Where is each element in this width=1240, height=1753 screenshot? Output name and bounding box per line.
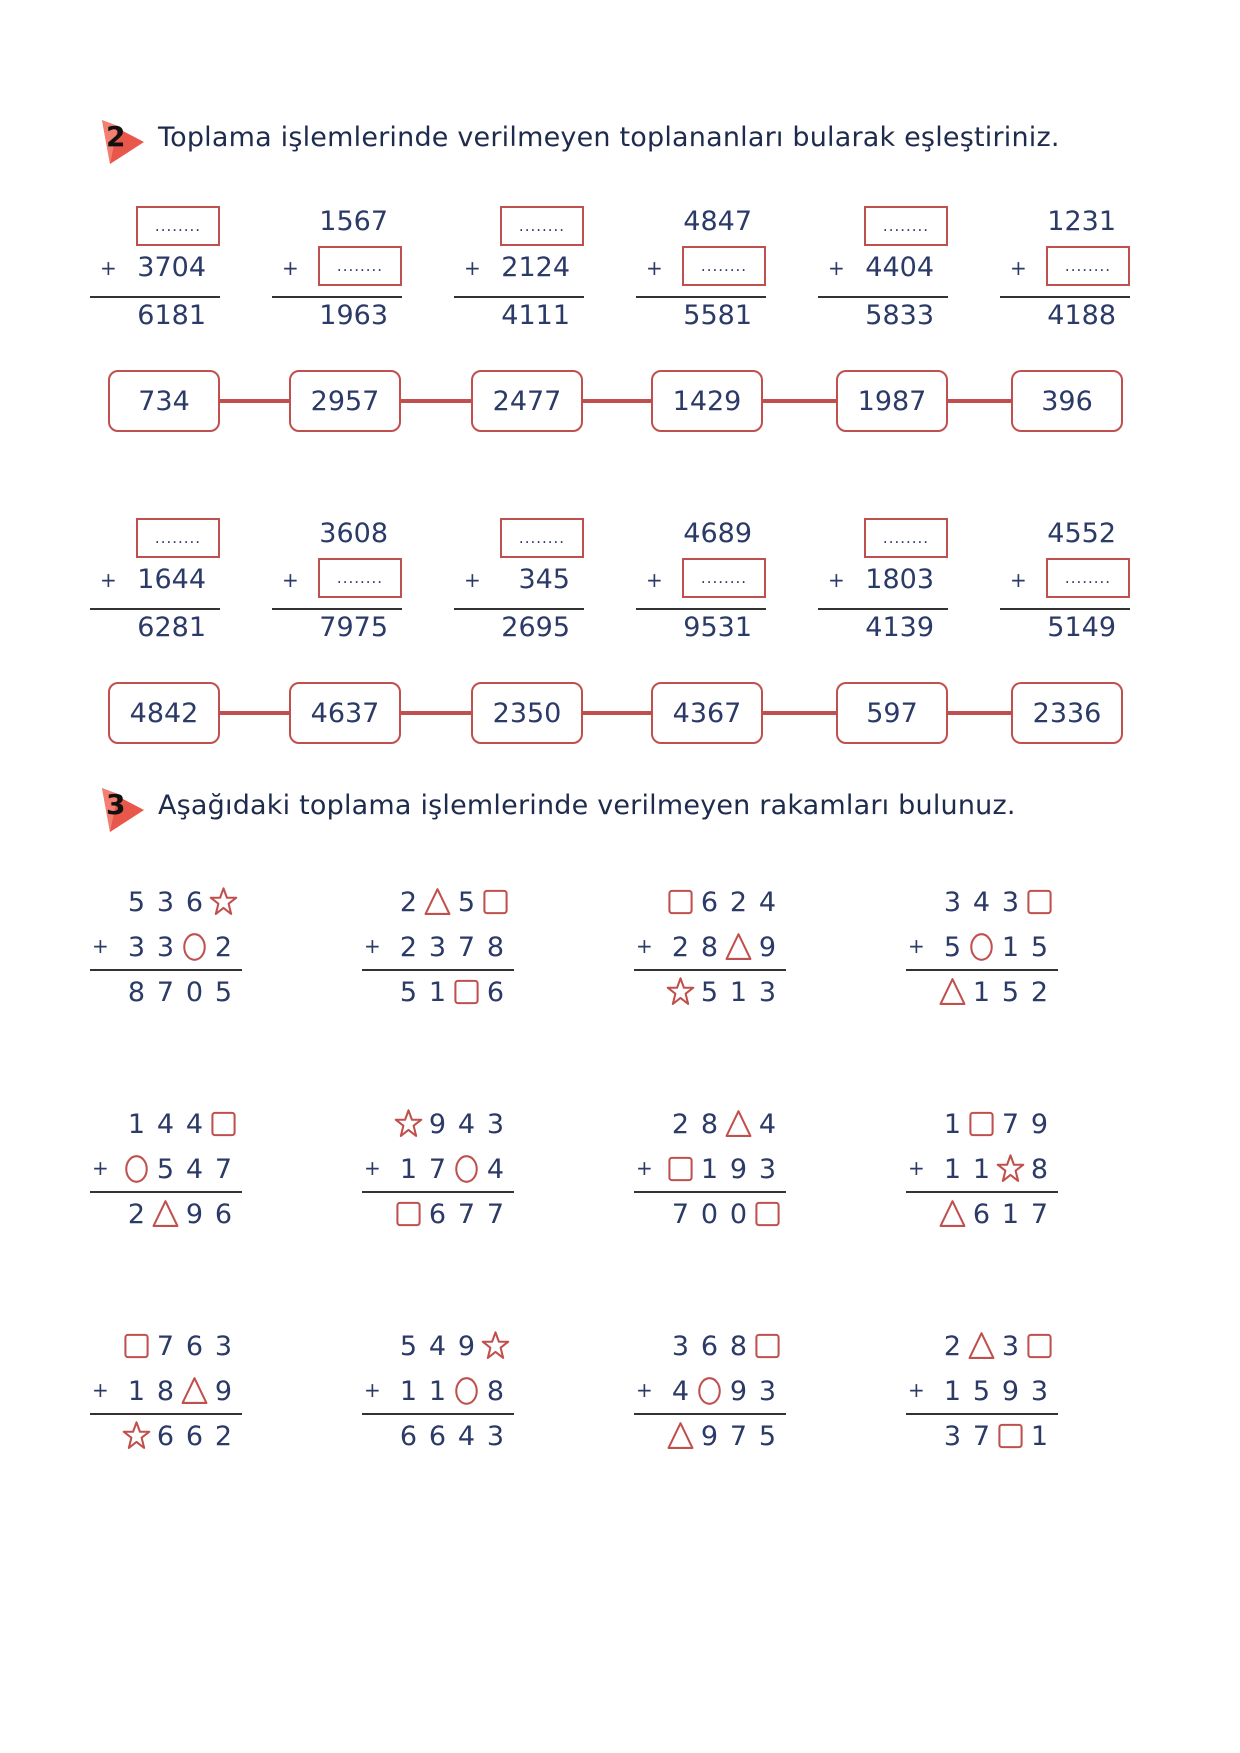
digit: 1 — [700, 1153, 719, 1185]
digit: 1 — [1001, 1198, 1020, 1230]
badge-number: 3 — [106, 788, 126, 821]
digit: 0 — [700, 1198, 719, 1230]
digit: 1 — [943, 1153, 962, 1185]
digit: 1 — [127, 1375, 146, 1407]
plus-sign: + — [1010, 568, 1027, 592]
digit: 7 — [671, 1198, 690, 1230]
plus-sign: + — [282, 256, 299, 280]
answer-option-box[interactable]: 597 — [836, 682, 948, 744]
digit: 4 — [671, 1375, 690, 1407]
addend-bottom: 2124 — [501, 252, 570, 283]
digit: 9 — [729, 1153, 748, 1185]
answer-blank-box[interactable]: ........ — [1046, 558, 1130, 598]
digit: 6 — [185, 1420, 204, 1452]
addition-problem — [272, 508, 402, 658]
answer-blank-box[interactable]: ........ — [864, 206, 948, 246]
circle-icon — [452, 1149, 481, 1189]
triangle-icon — [423, 882, 452, 922]
star-icon — [394, 1104, 423, 1144]
sum-line — [906, 969, 1058, 971]
addend-bottom: 3704 — [137, 252, 206, 283]
star-icon — [481, 1326, 510, 1366]
triangle-icon — [180, 1371, 209, 1411]
digit: 0 — [185, 976, 204, 1008]
sum-value: 5581 — [683, 300, 752, 331]
digit: 8 — [700, 1108, 719, 1140]
digit: 6 — [399, 1420, 418, 1452]
digit: 6 — [214, 1198, 233, 1230]
triangle-icon — [724, 1104, 753, 1144]
answer-blank-box[interactable]: ........ — [136, 518, 220, 558]
sum-line — [454, 296, 584, 298]
addend-bottom: 1644 — [137, 564, 206, 595]
sum-value: 6281 — [137, 612, 206, 643]
digit: 5 — [972, 1375, 991, 1407]
digit: 3 — [156, 886, 175, 918]
digit: 4 — [185, 1108, 204, 1140]
section-2-heading: Toplama işlemlerinde verilmeyen toplananları bularak eşleştiriniz. — [158, 122, 1060, 153]
sum-value: 4188 — [1047, 300, 1116, 331]
sum-line — [818, 296, 948, 298]
triangle-icon — [938, 972, 967, 1012]
digit: 1 — [127, 1108, 146, 1140]
digit: 2 — [399, 886, 418, 918]
answer-blank-box[interactable]: ........ — [500, 206, 584, 246]
plus-sign: + — [828, 568, 845, 592]
plus-sign: + — [464, 256, 481, 280]
digit: 6 — [700, 886, 719, 918]
digit: 3 — [428, 931, 447, 963]
digit: 1 — [399, 1153, 418, 1185]
digit: 8 — [156, 1375, 175, 1407]
plus-sign: + — [636, 934, 653, 958]
star-icon — [996, 1149, 1025, 1189]
circle-icon — [122, 1149, 151, 1189]
plus-sign: + — [646, 256, 663, 280]
answer-blank-box[interactable]: ........ — [318, 246, 402, 286]
badge-number: 2 — [106, 120, 126, 153]
digit: 9 — [185, 1198, 204, 1230]
sum-value: 1963 — [319, 300, 388, 331]
digit: 1 — [972, 1153, 991, 1185]
digit: 4 — [972, 886, 991, 918]
sum-line — [818, 608, 948, 610]
circle-icon — [967, 927, 996, 967]
addend-bottom: 4404 — [865, 252, 934, 283]
plus-sign: + — [100, 256, 117, 280]
digit: 5 — [127, 886, 146, 918]
star-icon — [209, 882, 238, 922]
star-icon — [122, 1416, 151, 1456]
square-icon — [666, 1149, 695, 1189]
sum-value: 2695 — [501, 612, 570, 643]
digit: 8 — [729, 1330, 748, 1362]
sum-line — [906, 1191, 1058, 1193]
answer-blank-box[interactable]: ........ — [864, 518, 948, 558]
digit: 3 — [758, 1153, 777, 1185]
digit: 6 — [428, 1420, 447, 1452]
digit: 2 — [399, 931, 418, 963]
sum-line — [1000, 296, 1130, 298]
sum-value: 5149 — [1047, 612, 1116, 643]
sum-line — [362, 969, 514, 971]
addition-problem — [1000, 508, 1130, 658]
sum-line — [362, 1191, 514, 1193]
digit: 6 — [185, 886, 204, 918]
sum-value: 4111 — [501, 300, 570, 331]
digit: 1 — [943, 1108, 962, 1140]
connector-line — [763, 399, 836, 403]
addend-top: 1231 — [1047, 206, 1116, 237]
digit: 6 — [156, 1420, 175, 1452]
sum-value: 5833 — [865, 300, 934, 331]
digit: 5 — [156, 1153, 175, 1185]
sum-line — [454, 608, 584, 610]
plus-sign: + — [636, 1156, 653, 1180]
addition-problem — [818, 196, 948, 346]
digit: 4 — [457, 1108, 476, 1140]
answer-blank-box[interactable]: ........ — [500, 518, 584, 558]
sum-line — [90, 1413, 242, 1415]
digit: 9 — [1001, 1375, 1020, 1407]
sum-line — [636, 608, 766, 610]
circle-icon — [452, 1371, 481, 1411]
digit: 6 — [486, 976, 505, 1008]
connector-line — [763, 711, 836, 715]
star-icon — [666, 972, 695, 1012]
addition-problem — [636, 508, 766, 658]
digit: 8 — [127, 976, 146, 1008]
digit: 7 — [428, 1153, 447, 1185]
plus-sign: + — [1010, 256, 1027, 280]
answer-option-box[interactable]: 1429 — [651, 370, 763, 432]
square-icon — [209, 1104, 238, 1144]
sum-line — [272, 296, 402, 298]
sum-line — [90, 296, 220, 298]
square-icon — [394, 1194, 423, 1234]
digit: 4 — [457, 1420, 476, 1452]
digit: 0 — [729, 1198, 748, 1230]
square-icon — [967, 1104, 996, 1144]
triangle-icon — [666, 1416, 695, 1456]
digit: 6 — [185, 1330, 204, 1362]
digit: 2 — [671, 1108, 690, 1140]
digit: 6 — [972, 1198, 991, 1230]
digit: 3 — [1001, 886, 1020, 918]
digit: 7 — [972, 1420, 991, 1452]
digit: 4 — [185, 1153, 204, 1185]
digit: 7 — [156, 1330, 175, 1362]
plus-sign: + — [908, 1156, 925, 1180]
answer-blank-box[interactable]: ........ — [318, 558, 402, 598]
connector-line — [583, 711, 651, 715]
addition-problem — [1000, 196, 1130, 346]
digit: 5 — [399, 1330, 418, 1362]
digit: 5 — [1030, 931, 1049, 963]
digit: 8 — [700, 931, 719, 963]
answer-blank-box[interactable]: ........ — [682, 246, 766, 286]
sum-line — [906, 1413, 1058, 1415]
digit: 5 — [943, 931, 962, 963]
digit: 3 — [758, 976, 777, 1008]
digit: 3 — [1030, 1375, 1049, 1407]
digit: 7 — [1030, 1198, 1049, 1230]
digit: 1 — [943, 1375, 962, 1407]
addend-top: 4689 — [683, 518, 752, 549]
digit: 8 — [486, 1375, 505, 1407]
digit: 1 — [399, 1375, 418, 1407]
plus-sign: + — [908, 934, 925, 958]
digit: 4 — [486, 1153, 505, 1185]
digit: 1 — [729, 976, 748, 1008]
digit: 7 — [214, 1153, 233, 1185]
digit: 2 — [671, 931, 690, 963]
digit: 3 — [214, 1330, 233, 1362]
digit: 2 — [127, 1198, 146, 1230]
digit: 7 — [457, 931, 476, 963]
digit: 5 — [1001, 976, 1020, 1008]
connector-line — [401, 399, 471, 403]
digit: 3 — [486, 1108, 505, 1140]
digit: 9 — [214, 1375, 233, 1407]
digit: 3 — [943, 886, 962, 918]
connector-line — [948, 399, 1011, 403]
digit: 9 — [457, 1330, 476, 1362]
addend-bottom: 1803 — [865, 564, 934, 595]
answer-blank-box[interactable]: ........ — [136, 206, 220, 246]
digit: 3 — [127, 931, 146, 963]
answer-option-box[interactable]: 2336 — [1011, 682, 1123, 744]
digit: 1 — [1001, 931, 1020, 963]
digit: 7 — [1001, 1108, 1020, 1140]
digit: 1 — [972, 976, 991, 1008]
square-icon — [1025, 882, 1054, 922]
digit: 4 — [428, 1330, 447, 1362]
digit: 1 — [1030, 1420, 1049, 1452]
sum-line — [1000, 608, 1130, 610]
digit: 8 — [486, 931, 505, 963]
sum-value: 4139 — [865, 612, 934, 643]
addition-problem — [90, 508, 220, 658]
answer-option-box[interactable]: 734 — [108, 370, 220, 432]
plus-sign: + — [646, 568, 663, 592]
digit: 5 — [457, 886, 476, 918]
plus-sign: + — [636, 1378, 653, 1402]
digit: 2 — [214, 1420, 233, 1452]
plus-sign: + — [908, 1378, 925, 1402]
digit: 3 — [758, 1375, 777, 1407]
circle-icon — [180, 927, 209, 967]
digit: 9 — [758, 931, 777, 963]
addend-top: 4847 — [683, 206, 752, 237]
digit: 4 — [758, 1108, 777, 1140]
sum-line — [362, 1413, 514, 1415]
digit: 2 — [214, 931, 233, 963]
addition-problem — [454, 196, 584, 346]
triangle-icon — [938, 1194, 967, 1234]
sum-line — [90, 1191, 242, 1193]
square-icon — [122, 1326, 151, 1366]
answer-option-box[interactable]: 2350 — [471, 682, 583, 744]
answer-option-box[interactable]: 1987 — [836, 370, 948, 432]
plus-sign: + — [364, 1378, 381, 1402]
sum-line — [90, 969, 242, 971]
triangle-icon — [151, 1194, 180, 1234]
digit: 3 — [943, 1420, 962, 1452]
addend-top: 4552 — [1047, 518, 1116, 549]
digit: 8 — [1030, 1153, 1049, 1185]
answer-blank-box[interactable]: ........ — [1046, 246, 1130, 286]
square-icon — [1025, 1326, 1054, 1366]
digit: 2 — [729, 886, 748, 918]
sum-line — [90, 608, 220, 610]
digit: 7 — [156, 976, 175, 1008]
plus-sign: + — [92, 934, 109, 958]
plus-sign: + — [282, 568, 299, 592]
sum-line — [634, 1191, 786, 1193]
digit: 3 — [1001, 1330, 1020, 1362]
digit: 6 — [428, 1198, 447, 1230]
addition-problem — [818, 508, 948, 658]
sum-line — [634, 1413, 786, 1415]
answer-option-box[interactable]: 2957 — [289, 370, 401, 432]
digit: 9 — [1030, 1108, 1049, 1140]
connector-line — [220, 399, 289, 403]
digit: 7 — [486, 1198, 505, 1230]
addition-problem — [272, 196, 402, 346]
triangle-icon — [724, 927, 753, 967]
plus-sign: + — [100, 568, 117, 592]
sum-line — [634, 969, 786, 971]
sum-line — [272, 608, 402, 610]
answer-option-box[interactable]: 4367 — [651, 682, 763, 744]
digit: 7 — [457, 1198, 476, 1230]
digit: 5 — [700, 976, 719, 1008]
answer-option-box[interactable]: 4637 — [289, 682, 401, 744]
digit: 4 — [156, 1108, 175, 1140]
square-icon — [666, 882, 695, 922]
square-icon — [996, 1416, 1025, 1456]
addend-bottom: 345 — [518, 564, 570, 595]
connector-line — [948, 711, 1011, 715]
digit: 3 — [156, 931, 175, 963]
plus-sign: + — [464, 568, 481, 592]
plus-sign: + — [92, 1156, 109, 1180]
digit: 1 — [428, 976, 447, 1008]
digit: 4 — [758, 886, 777, 918]
plus-sign: + — [92, 1378, 109, 1402]
square-icon — [452, 972, 481, 1012]
digit: 2 — [943, 1330, 962, 1362]
digit: 2 — [1030, 976, 1049, 1008]
square-icon — [481, 882, 510, 922]
sum-value: 6181 — [137, 300, 206, 331]
answer-option-box[interactable]: 396 — [1011, 370, 1123, 432]
connector-line — [583, 399, 651, 403]
digit: 3 — [486, 1420, 505, 1452]
sum-value: 7975 — [319, 612, 388, 643]
answer-blank-box[interactable]: ........ — [682, 558, 766, 598]
addition-problem — [454, 508, 584, 658]
answer-option-box[interactable]: 4842 — [108, 682, 220, 744]
square-icon — [753, 1194, 782, 1234]
plus-sign: + — [364, 934, 381, 958]
connector-line — [401, 711, 471, 715]
addition-problem — [636, 196, 766, 346]
connector-line — [220, 711, 289, 715]
sum-value: 9531 — [683, 612, 752, 643]
digit: 9 — [729, 1375, 748, 1407]
digit: 3 — [671, 1330, 690, 1362]
addend-top: 1567 — [319, 206, 388, 237]
addition-problem — [90, 196, 220, 346]
digit: 9 — [428, 1108, 447, 1140]
answer-option-box[interactable]: 2477 — [471, 370, 583, 432]
triangle-icon — [967, 1326, 996, 1366]
digit: 9 — [700, 1420, 719, 1452]
section-3-heading: Aşağıdaki toplama işlemlerinde verilmeyen rakamları bulunuz. — [158, 790, 1016, 821]
square-icon — [753, 1326, 782, 1366]
sum-line — [636, 296, 766, 298]
digit: 5 — [399, 976, 418, 1008]
digit: 7 — [729, 1420, 748, 1452]
digit: 6 — [700, 1330, 719, 1362]
circle-icon — [695, 1371, 724, 1411]
addend-top: 3608 — [319, 518, 388, 549]
plus-sign: + — [828, 256, 845, 280]
digit: 1 — [428, 1375, 447, 1407]
digit: 5 — [214, 976, 233, 1008]
digit: 5 — [758, 1420, 777, 1452]
plus-sign: + — [364, 1156, 381, 1180]
